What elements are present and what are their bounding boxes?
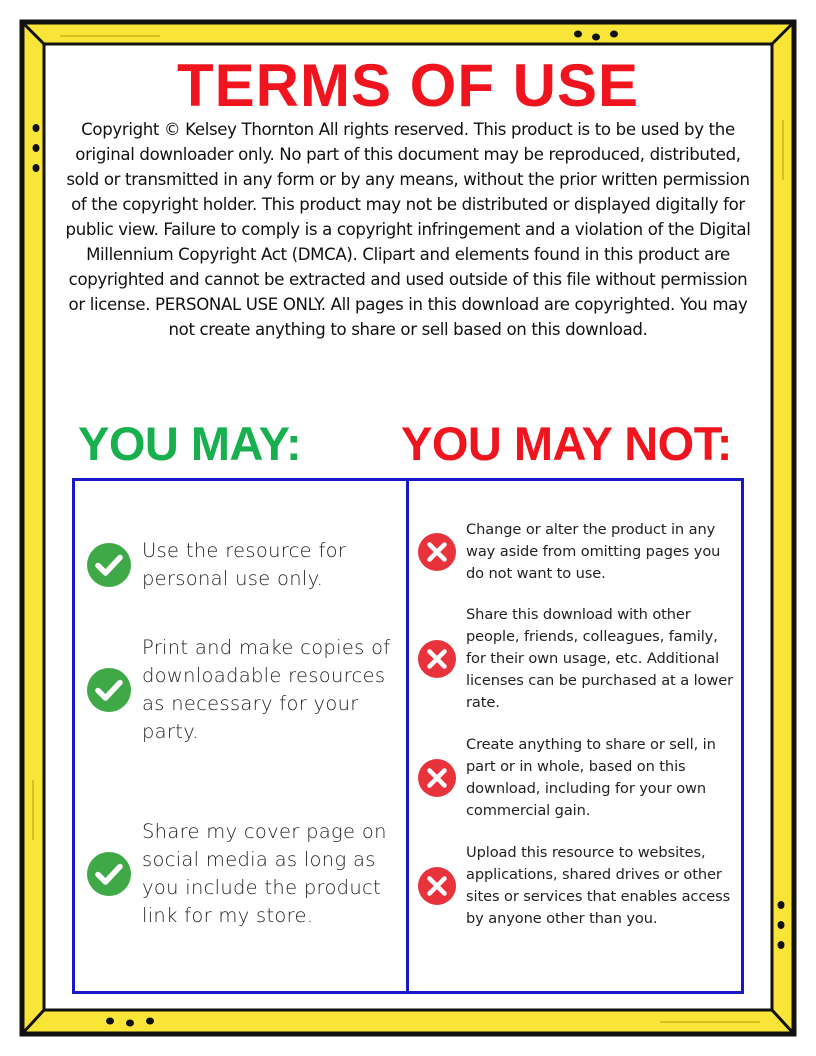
- you-may-not-item-text: Change or alter the product in any way aside from omitting pages you do not want to use.: [466, 521, 721, 582]
- check-circle-icon: [86, 851, 132, 897]
- you-may-not-item-text: Share this download with other people, friends, colleagues, family, for their own usage, etc. Additional licenses can be purchased at a lower rate.: [466, 606, 733, 711]
- x-circle-icon: [417, 758, 457, 798]
- you-may-item-text: Share my cover page on social media as long as you include the product link for my store.: [142, 820, 387, 927]
- x-circle-icon: [417, 639, 457, 679]
- you-may-item: [86, 818, 398, 930]
- you-may-item-text: Print and make copies of downloadable resources as necessary for your party.: [142, 636, 391, 743]
- you-may-not-item: [417, 842, 737, 930]
- page-title: TERMS OF USE: [176, 52, 640, 119]
- you-may-not-item: [417, 734, 737, 822]
- x-circle-icon: [417, 866, 457, 906]
- check-circle-icon: [86, 542, 132, 588]
- you-may-not-item-text: Create anything to share or sell, in part or in whole, based on this download, including for your own commercial gain.: [466, 736, 716, 819]
- you-may-item: [86, 537, 398, 593]
- you-may-item-text: Use the resource for personal use only.: [142, 539, 347, 590]
- you-may-item: [86, 634, 398, 746]
- column-divider: [406, 478, 409, 994]
- x-circle-icon: [417, 532, 457, 572]
- copyright-notice: Copyright © Kelsey Thornton All rights reserved. This product is to be used by the original downloader only. No part of this document may be reproduced, distributed, sold or transmitted in any form or by any means, without the prior written permission of the copyright holder. This product may not be distributed or displayed digitally for public view. Failure to comply is a copyright infringement and a violation of the Digital Millennium Copyright Act (DMCA). Clipart and elements found in this product are copyrighted and cannot be extracted and used outside of this file without permission or license. PERSONAL USE ONLY. All pages in this download are copyrighted. You may not create anything to share or sell based on this download.: [65, 120, 751, 339]
- you-may-not-item: [417, 519, 737, 585]
- you-may-not-heading: YOU MAY NOT:: [401, 417, 732, 470]
- check-circle-icon: [86, 667, 132, 713]
- you-may-not-item-text: Upload this resource to websites, applications, shared drives or other sites or services that enables access by anyone other than you.: [466, 844, 731, 927]
- you-may-not-item: [417, 604, 737, 714]
- you-may-heading: YOU MAY:: [78, 417, 302, 470]
